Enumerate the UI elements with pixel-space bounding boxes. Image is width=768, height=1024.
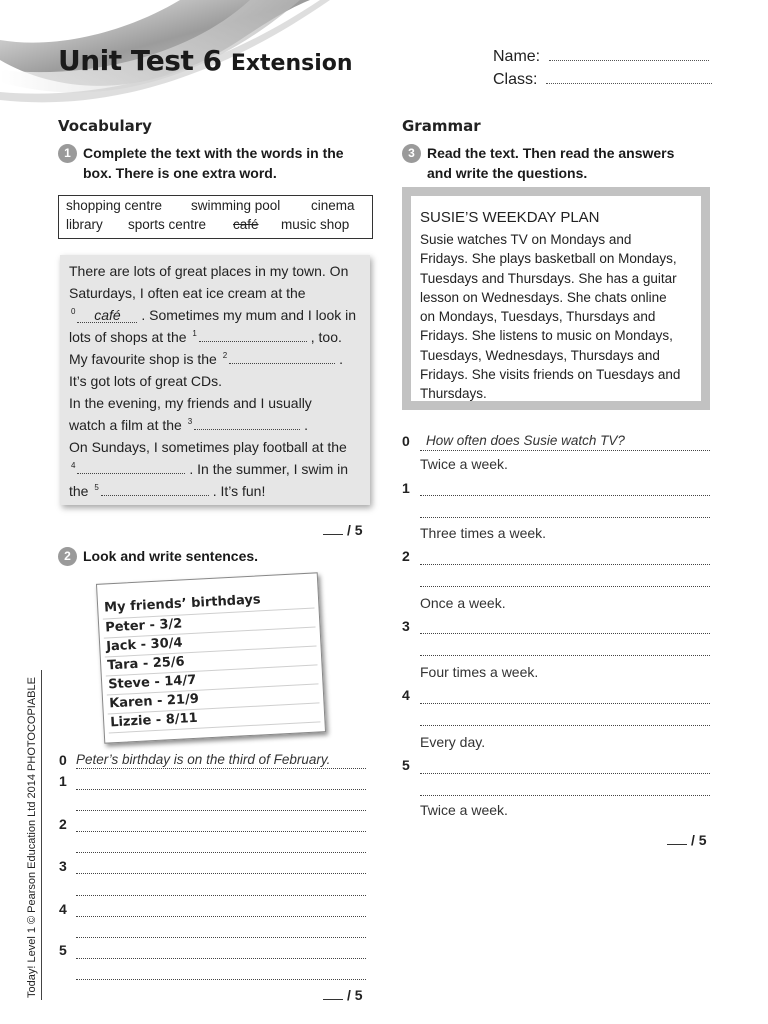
note-item: Jack - 30/4 [105, 635, 183, 655]
unit-title-main: Unit Test 6 [58, 44, 222, 77]
note-item: Tara - 25/6 [106, 654, 186, 674]
unit-title-extension: Extension [230, 51, 353, 76]
text-line-10 [69, 461, 348, 477]
task-1-score [323, 522, 363, 538]
task-3-q3-line-1[interactable] [420, 633, 710, 634]
text-line-8-start: watch a film at the [69, 417, 182, 433]
task-3-q2-line-2[interactable] [420, 586, 710, 587]
task-2-score [323, 987, 363, 1003]
task-1-score-blank[interactable] [323, 534, 343, 535]
text-line-3 [69, 307, 356, 323]
grammar-heading: Grammar [402, 117, 481, 135]
word-box [58, 195, 373, 239]
text-line-10-end: . In the summer, I swim in [189, 461, 349, 477]
task-2-q2-line-2[interactable] [76, 852, 366, 853]
task-3-example-line [420, 450, 710, 451]
task-2-q2-number: 2 [59, 816, 67, 832]
task-3-q1-answer: Three times a week. [420, 525, 547, 541]
task-3-instruction [402, 143, 722, 183]
text-line-9: On Sundays, I sometimes play football at the [69, 439, 347, 455]
text-line-5-start: My favourite shop is the [69, 351, 217, 367]
text-line-6: It’s got lots of great CDs. [69, 373, 223, 389]
plan-line: Tuesdays and Thursdays. She has a guitar [420, 270, 677, 286]
plan-title: SUSIE’S WEEKDAY PLAN [420, 209, 600, 226]
text-line-8-end: . [304, 417, 308, 433]
word-swimming-pool: swimming pool [191, 198, 281, 213]
gap-1-number: 1 [192, 329, 197, 339]
task-2-q4-line-1[interactable] [76, 916, 366, 917]
text-line-1: There are lots of great places in my town. On [69, 263, 349, 279]
task-3-q1-number: 1 [402, 480, 410, 496]
task-3-q4-number: 4 [402, 687, 410, 703]
task-2-q4-number: 4 [59, 901, 67, 917]
gap-5-blank[interactable] [101, 484, 209, 496]
text-line-2: Saturdays, I often eat ice cream at the [69, 285, 306, 301]
word-cafe-crossed: café [233, 217, 259, 232]
gap-3-blank[interactable] [194, 418, 300, 430]
word-music-shop: music shop [281, 217, 350, 232]
plan-line: Fridays. She plays basketball on Mondays, [420, 251, 677, 267]
task-3-score-blank[interactable] [667, 844, 687, 845]
side-divider [41, 670, 42, 1000]
task-2-q1-line-2[interactable] [76, 810, 366, 811]
task-3-score [667, 832, 707, 848]
text-line-7: In the evening, my friends and I usually [69, 395, 312, 411]
plan-line: Tuesdays, Wednesdays, Thursdays and [420, 347, 660, 363]
task-2-q5-line-1[interactable] [76, 958, 366, 959]
name-label: Name: [493, 48, 541, 65]
task-2-instruction [58, 546, 378, 566]
task-3-q4-line-2[interactable] [420, 725, 710, 726]
task-1-badge: 1 [58, 144, 77, 163]
task-2-line: Look and write sentences. [83, 548, 259, 564]
note-item: Lizzie - 8/11 [109, 710, 199, 731]
gap-2-blank[interactable] [229, 352, 335, 364]
plan-text [420, 230, 696, 404]
copyright-footer: Today! Level 1 © Pearson Education Ltd 2014 PHOTOCOPIABLE [26, 677, 38, 998]
gap-2-number: 2 [222, 351, 228, 361]
text-line-11-start: the [69, 483, 89, 499]
name-blank[interactable] [549, 49, 709, 61]
word-library: library [66, 217, 103, 232]
text-line-5 [69, 351, 343, 367]
note-item: Steve - 14/7 [107, 672, 197, 693]
class-blank[interactable] [546, 72, 712, 84]
task-3-q4-line-1[interactable] [420, 703, 710, 704]
text-line-11-end: . It’s fun! [212, 483, 266, 499]
task-3-q2-number: 2 [402, 548, 410, 564]
unit-title [58, 44, 353, 77]
task-3-q5-line-2[interactable] [420, 795, 710, 796]
task-3-q5-answer: Twice a week. [420, 802, 508, 818]
task-3-q3-answer: Four times a week. [420, 664, 539, 680]
word-shopping-centre: shopping centre [66, 198, 163, 213]
plan-line: lesson on Wednesdays. She chats online [420, 289, 667, 305]
weekday-plan-panel [402, 187, 710, 410]
task-2-q5-number: 5 [59, 942, 67, 958]
task-3-q1-line-2[interactable] [420, 517, 710, 518]
text-line-5-end: . [339, 351, 343, 367]
task-2-q3-number: 3 [59, 858, 67, 874]
task-2-badge: 2 [58, 547, 77, 566]
task-3-line-1: Read the text. Then read the answers [427, 145, 675, 161]
task-3-badge: 3 [402, 144, 421, 163]
gap-1-blank[interactable] [199, 330, 307, 342]
word-sports-centre: sports centre [128, 217, 207, 232]
name-field[interactable] [493, 48, 709, 66]
task-2-score-blank[interactable] [323, 999, 343, 1000]
task-1-instruction [58, 143, 378, 183]
task-2-q3-line-2[interactable] [76, 895, 366, 896]
text-line-3-rest: . Sometimes my mum and I look in [141, 307, 357, 323]
task-3-line-2: and write the questions. [427, 165, 588, 181]
plan-line: on Mondays, Tuesdays, Thursdays and [420, 309, 656, 325]
task-2-score-total: / 5 [347, 987, 363, 1003]
task-3-q2-answer: Once a week. [420, 595, 506, 611]
gap-3-number: 3 [187, 417, 193, 427]
task-3-example-number: 0 [402, 433, 410, 449]
task-3-score-total: / 5 [691, 832, 707, 848]
note-title: My friends’ birthdays [103, 592, 261, 616]
plan-line: Fridays. She visits friends on Tuesdays and [420, 367, 681, 383]
text-line-11 [69, 483, 265, 499]
task-2-example-line [76, 768, 366, 769]
note-item: Peter - 3/2 [104, 616, 183, 636]
task-2-q3-line-1[interactable] [76, 873, 366, 874]
task-2-example-number: 0 [59, 752, 67, 768]
note-item: Karen - 21/9 [108, 691, 200, 712]
text-line-4-end: , too. [310, 329, 342, 345]
gap-0-number: 0 [71, 307, 76, 317]
birthdays-note [96, 572, 326, 743]
task-3-q1-line-1[interactable] [420, 495, 710, 496]
task-3-q3-number: 3 [402, 618, 410, 634]
task-3-example-answer: Twice a week. [420, 456, 508, 472]
task-2-q1-number: 1 [59, 773, 67, 789]
task-3-q5-line-1[interactable] [420, 773, 710, 774]
word-cinema: cinema [311, 198, 355, 213]
gap-4-number: 4 [71, 461, 76, 471]
task-3-q2-line-1[interactable] [420, 564, 710, 565]
task-1-score-total: / 5 [347, 522, 363, 538]
text-line-4-start: lots of shops at the [69, 329, 187, 345]
class-field[interactable] [493, 71, 712, 89]
task-3-example-question: How often does Susie watch TV? [426, 433, 625, 448]
plan-line: Susie watches TV on Mondays and [420, 232, 632, 247]
weekday-plan-card [411, 196, 701, 401]
class-label: Class: [493, 71, 538, 88]
text-line-4 [69, 329, 342, 345]
task-2-q1-line-1[interactable] [76, 789, 366, 790]
gap-5-number: 5 [94, 483, 99, 493]
task-3-q4-answer: Every day. [420, 734, 486, 750]
task-2-example: Peter’s birthday is on the third of February. [76, 752, 331, 767]
text-line-8 [69, 417, 308, 433]
task-3-q3-line-2[interactable] [420, 655, 710, 656]
task-1-line-2: box. There is one extra word. [83, 165, 277, 181]
vocabulary-heading: Vocabulary [58, 117, 152, 135]
task-2-q5-line-2[interactable] [76, 979, 366, 980]
plan-line: Thursdays. [420, 386, 487, 402]
gap-4-blank[interactable] [77, 462, 185, 474]
task-3-q5-number: 5 [402, 757, 410, 773]
gap-fill-text-panel [60, 255, 370, 505]
plan-line: Fridays. She listens to music on Mondays, [420, 328, 673, 344]
task-1-line-1: Complete the text with the words in the [83, 145, 344, 161]
task-2-q2-line-1[interactable] [76, 831, 366, 832]
gap-0-answer: café [77, 308, 137, 323]
task-2-q4-line-2[interactable] [76, 937, 366, 938]
